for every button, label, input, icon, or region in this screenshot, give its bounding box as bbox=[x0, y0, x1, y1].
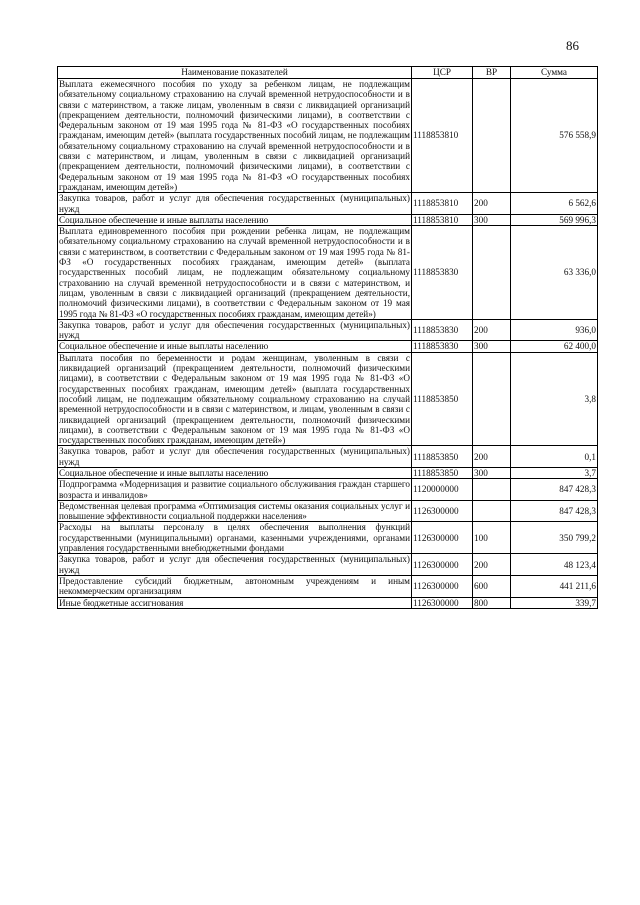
table-row bbox=[58, 446, 598, 468]
row-csr: 1126300000 bbox=[412, 575, 473, 597]
row-name: Закупка товаров, работ и услуг для обеспечения государственных (муниципальных) нужд bbox=[59, 446, 410, 467]
row-sum: 3,8 bbox=[511, 352, 598, 446]
row-csr: 1118853850 bbox=[412, 446, 473, 468]
row-sum: 936,0 bbox=[511, 319, 598, 341]
row-name: Иные бюджетные ассигнования bbox=[58, 597, 412, 608]
row-vr: 200 bbox=[473, 193, 511, 215]
row-sum: 576 558,9 bbox=[511, 79, 598, 193]
row-vr: 300 bbox=[473, 467, 511, 478]
row-sum: 0,1 bbox=[511, 446, 598, 468]
row-name: Ведомственная целевая программа «Оптимизация системы оказания социальных услуг и повышение эффективности социальной поддержки населения» bbox=[59, 500, 410, 522]
header-csr: ЦСР bbox=[412, 67, 473, 79]
table-row bbox=[58, 352, 598, 446]
row-vr bbox=[473, 226, 511, 320]
row-sum: 3,7 bbox=[511, 467, 598, 478]
row-name: Выплата ежемесячного пособия по уходу за ребенком лицам, не подлежащим обязательному социальному страхованию на случай временной нетрудоспособности и в связи с материнством, а также лицам, уволенным в связи с ликвидацией организаций (прекращением деятельности, полномочий физическими лицами), в соответствии с Федеральным законом от 19 мая 1995 года № 81-ФЗ «О государственных пособиях гражданам, имеющим детей» (выплата государственных пособий лицам, не подлежащим обязательному социальному страхованию на случай временной нетрудоспособности и в связи с материнством, и лицам, уволенным в связи с ликвидацией организаций (прекращением деятельности, полномочий физическими лицами), в соответствии с Федеральным законом от 19 мая 1995 года № 81-ФЗ «О государственных пособиях гражданам, имеющим детей») bbox=[59, 79, 410, 192]
row-csr: 1118853850 bbox=[412, 467, 473, 478]
row-vr bbox=[473, 500, 511, 522]
table-row bbox=[58, 500, 598, 522]
table-row bbox=[58, 575, 598, 597]
row-name: Социальное обеспечение и иные выплаты населению bbox=[58, 467, 412, 478]
table-row bbox=[58, 341, 598, 352]
row-name: Выплата единовременного пособия при рождении ребенка лицам, не подлежащим обязательному социальному страхованию на случай временной нетрудоспособности и в связи с материнством, в соответствии с Федеральным законом от 19 мая 1995 года № 81-ФЗ «О государственных пособиях гражданам, имеющим детей» (выплата государственных пособий лицам, не подлежащим обязательному социальному страхованию на случай временной нетрудоспособности и в связи с материнством, и лицам, уволенным в связи с ликвидацией организаций (прекращением деятельности, полномочий физическими лицами), в соответствии с Федеральным законом от 19 мая 1995 года № 81-ФЗ «О государственных пособиях гражданам, имеющим детей») bbox=[59, 226, 410, 319]
header-sum: Сумма bbox=[511, 67, 598, 79]
row-csr: 1126300000 bbox=[412, 597, 473, 608]
row-name: Подпрограмма «Модернизация и развитие социального обслуживания граждан старшего возраста и инвалидов» bbox=[59, 479, 410, 500]
row-sum: 441 211,6 bbox=[511, 575, 598, 597]
table-row bbox=[58, 554, 598, 576]
row-vr: 300 bbox=[473, 341, 511, 352]
row-csr: 1118853830 bbox=[412, 226, 473, 320]
row-name: Выплата пособия по беременности и родам женщинам, уволенным в связи с ликвидацией организаций (прекращением деятельности, полномочий физическими лицами), в соответствии с Федеральным законом от 19 мая 1995 года № 81-ФЗ «О государственных пособиях гражданам, имеющим детей» (выплата государственных пособий лицам, не подлежащим обязательному социальному страхованию на случай временной нетрудоспособности и в связи с материнством, и лицам, уволенным в связи с ликвидацией организаций (прекращением деятельности, полномочий физическими лицами), в соответствии с Федеральным законом от 19 мая 1995 года № 81-ФЗ «О государственных пособиях гражданам, имеющим детей») bbox=[59, 352, 410, 446]
row-csr: 1126300000 bbox=[412, 500, 473, 522]
row-name: Закупка товаров, работ и услуг для обеспечения государственных (муниципальных) нужд bbox=[59, 319, 410, 341]
row-sum: 569 996,3 bbox=[511, 214, 598, 225]
row-vr: 600 bbox=[473, 575, 511, 597]
row-name: Закупка товаров, работ и услуг для обеспечения государственных (муниципальных) нужд bbox=[59, 193, 410, 214]
row-sum: 63 336,0 bbox=[511, 226, 598, 320]
table-row bbox=[58, 226, 598, 320]
table-row bbox=[58, 214, 598, 225]
table-row bbox=[58, 479, 598, 501]
row-vr: 800 bbox=[473, 597, 511, 608]
row-csr: 1126300000 bbox=[412, 554, 473, 576]
table-row bbox=[58, 597, 598, 608]
row-name: Социальное обеспечение и иные выплаты населению bbox=[58, 341, 412, 352]
row-vr: 200 bbox=[473, 446, 511, 468]
row-name: Предоставление субсидий бюджетным, автономным учреждениям и иным некоммерческим организациям bbox=[59, 575, 410, 597]
row-sum: 339,7 bbox=[511, 597, 598, 608]
row-sum: 350 799,2 bbox=[511, 522, 598, 554]
row-vr: 200 bbox=[473, 319, 511, 341]
row-sum: 847 428,3 bbox=[511, 479, 598, 501]
row-csr: 1118853810 bbox=[412, 214, 473, 225]
table-row bbox=[58, 193, 598, 215]
table-row bbox=[58, 79, 598, 193]
table-row bbox=[58, 522, 598, 554]
row-vr bbox=[473, 352, 511, 446]
page-number: 86 bbox=[566, 38, 579, 53]
row-sum: 62 400,0 bbox=[511, 341, 598, 352]
table-row bbox=[58, 319, 598, 341]
row-csr: 1118853830 bbox=[412, 319, 473, 341]
row-csr: 1118853830 bbox=[412, 341, 473, 352]
row-vr: 200 bbox=[473, 554, 511, 576]
row-sum: 847 428,3 bbox=[511, 500, 598, 522]
row-csr: 1118853810 bbox=[412, 79, 473, 193]
budget-table bbox=[57, 66, 598, 609]
row-name: Социальное обеспечение и иные выплаты населению bbox=[58, 214, 412, 225]
row-sum: 6 562,6 bbox=[511, 193, 598, 215]
row-csr: 1118853850 bbox=[412, 352, 473, 446]
row-vr: 100 bbox=[473, 522, 511, 554]
row-name: Расходы на выплаты персоналу в целях обеспечения выполнения функций государственными (муниципальными) органами, казенными учреждениями, органами управления государственными внебюджетными фондами bbox=[59, 522, 410, 554]
row-name: Закупка товаров, работ и услуг для обеспечения государственных (муниципальных) нужд bbox=[59, 554, 410, 575]
table-header-row bbox=[58, 67, 598, 79]
row-vr bbox=[473, 79, 511, 193]
row-csr: 1118853810 bbox=[412, 193, 473, 215]
row-sum: 48 123,4 bbox=[511, 554, 598, 576]
row-csr: 1120000000 bbox=[412, 479, 473, 501]
row-vr bbox=[473, 479, 511, 501]
row-vr: 300 bbox=[473, 214, 511, 225]
header-name: Наименование показателей bbox=[58, 67, 412, 79]
row-csr: 1126300000 bbox=[412, 522, 473, 554]
header-vr: ВР bbox=[473, 67, 511, 79]
table-row bbox=[58, 467, 598, 478]
